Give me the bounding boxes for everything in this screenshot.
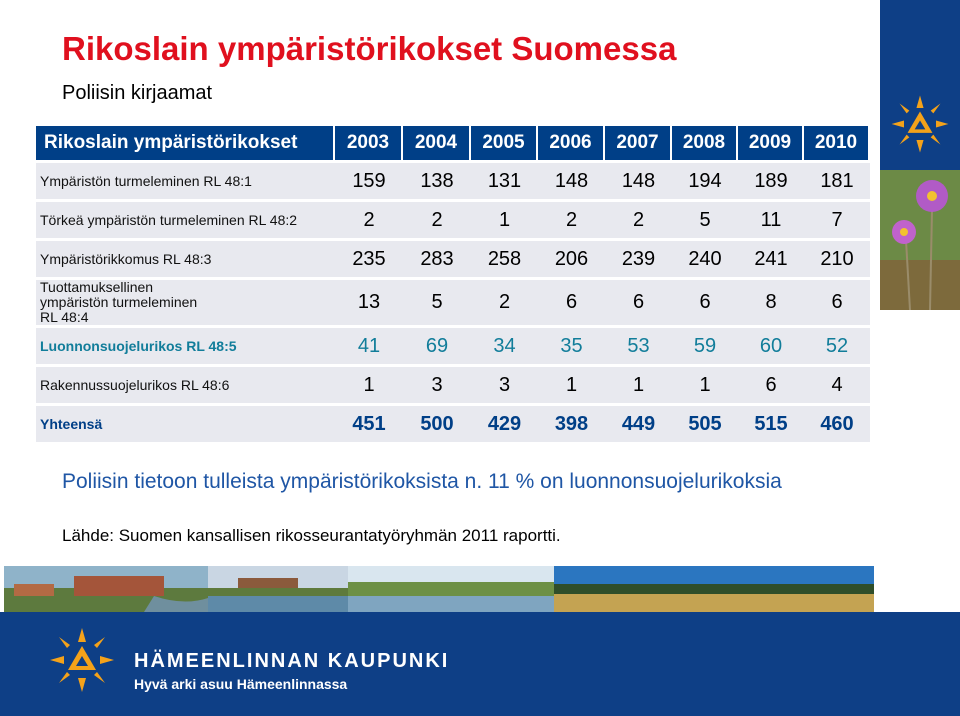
table-cell: 131 — [471, 160, 538, 199]
source-citation: Lähde: Suomen kansallisen rikosseurantatyöryhmän 2011 raportti. — [62, 526, 561, 545]
row-label: Yhteensä — [36, 403, 335, 442]
table-cell: 53 — [605, 325, 672, 364]
table-row — [36, 199, 870, 238]
statistics-table — [36, 126, 870, 442]
table-row — [36, 160, 870, 199]
table-cell: 159 — [335, 160, 403, 199]
pasqueflower-photo — [880, 170, 960, 310]
table-cell: 505 — [672, 403, 738, 442]
table-cell: 429 — [471, 403, 538, 442]
table-cell: 451 — [335, 403, 403, 442]
table-cell: 1 — [672, 364, 738, 403]
table-cell: 1 — [471, 199, 538, 238]
city-logo-icon — [46, 624, 118, 696]
row-label: Törkeä ympäristön turmeleminen RL 48:2 — [36, 199, 335, 238]
table-header-row — [36, 126, 870, 160]
table-cell: 449 — [605, 403, 672, 442]
city-brand-slogan: Hyvä arki asuu Hämeenlinnassa — [134, 676, 348, 692]
table-cell: 5 — [672, 199, 738, 238]
row-label: Luonnonsuojelurikos RL 48:5 — [36, 325, 335, 364]
table-cell: 34 — [471, 325, 538, 364]
column-header-year: 2005 — [471, 126, 538, 160]
table-cell: 515 — [738, 403, 804, 442]
column-header-year: 2004 — [403, 126, 471, 160]
table-cell: 460 — [804, 403, 870, 442]
table-row-total — [36, 403, 870, 442]
table-cell: 500 — [403, 403, 471, 442]
column-header-year: 2006 — [538, 126, 605, 160]
table-cell: 69 — [403, 325, 471, 364]
table-cell: 11 — [738, 199, 804, 238]
table-cell: 4 — [804, 364, 870, 403]
row-label: Ympäristön turmeleminen RL 48:1 — [36, 160, 335, 199]
table-cell: 1 — [538, 364, 605, 403]
table-cell: 2 — [335, 199, 403, 238]
table-cell: 7 — [804, 199, 870, 238]
table-cell: 2 — [403, 199, 471, 238]
table-cell: 6 — [804, 277, 870, 325]
table-row — [36, 364, 870, 403]
table-cell: 241 — [738, 238, 804, 277]
table-cell: 6 — [738, 364, 804, 403]
table-cell: 206 — [538, 238, 605, 277]
table-cell: 41 — [335, 325, 403, 364]
table-row — [36, 325, 870, 364]
nature-photo — [554, 566, 874, 612]
row-label: Tuottamuksellinen ympäristön turmeleminen RL 48:4 — [36, 277, 335, 325]
column-header-year: 2008 — [672, 126, 738, 160]
table-row — [36, 238, 870, 277]
table-cell: 2 — [605, 199, 672, 238]
summary-note: Poliisin tietoon tulleista ympäristörikoksista n. 11 % on luonnonsuojelurikoksia — [62, 470, 782, 493]
table-cell: 59 — [672, 325, 738, 364]
page-title: Rikoslain ympäristörikokset Suomessa — [62, 30, 677, 67]
row-label: Ympäristörikkomus RL 48:3 — [36, 238, 335, 277]
table-cell: 2 — [538, 199, 605, 238]
table-cell: 52 — [804, 325, 870, 364]
column-header-year: 2010 — [804, 126, 870, 160]
table-cell: 2 — [471, 277, 538, 325]
castle-photo-2 — [208, 566, 348, 612]
table-cell: 6 — [538, 277, 605, 325]
table-cell: 235 — [335, 238, 403, 277]
table-cell: 5 — [403, 277, 471, 325]
castle-photo — [4, 566, 208, 612]
page-subtitle: Poliisin kirjaamat — [62, 82, 213, 104]
right-panel-bottom — [880, 310, 960, 612]
table-cell: 1 — [605, 364, 672, 403]
column-header-year: 2003 — [335, 126, 403, 160]
table-cell: 194 — [672, 160, 738, 199]
table-cell: 239 — [605, 238, 672, 277]
table-cell: 148 — [605, 160, 672, 199]
table-cell: 138 — [403, 160, 471, 199]
table-cell: 35 — [538, 325, 605, 364]
table-cell: 13 — [335, 277, 403, 325]
table-cell: 210 — [804, 238, 870, 277]
table-cell: 8 — [738, 277, 804, 325]
table-cell: 283 — [403, 238, 471, 277]
table-cell: 3 — [471, 364, 538, 403]
city-brand-name: HÄMEENLINNAN KAUPUNKI — [134, 650, 450, 672]
table-cell: 398 — [538, 403, 605, 442]
column-header-category: Rikoslain ympäristörikokset — [36, 126, 335, 160]
lake-photo — [348, 566, 554, 612]
table-cell: 60 — [738, 325, 804, 364]
table-row — [36, 277, 870, 325]
table-cell: 189 — [738, 160, 804, 199]
table-cell: 240 — [672, 238, 738, 277]
table-cell: 148 — [538, 160, 605, 199]
table-cell: 3 — [403, 364, 471, 403]
column-header-year: 2009 — [738, 126, 804, 160]
table-cell: 6 — [672, 277, 738, 325]
table-cell: 1 — [335, 364, 403, 403]
table-cell: 6 — [605, 277, 672, 325]
row-label: Rakennussuojelurikos RL 48:6 — [36, 364, 335, 403]
statistics-table-container — [36, 126, 870, 442]
table-cell: 258 — [471, 238, 538, 277]
column-header-year: 2007 — [605, 126, 672, 160]
city-logo-icon-small — [888, 92, 952, 156]
table-cell: 181 — [804, 160, 870, 199]
